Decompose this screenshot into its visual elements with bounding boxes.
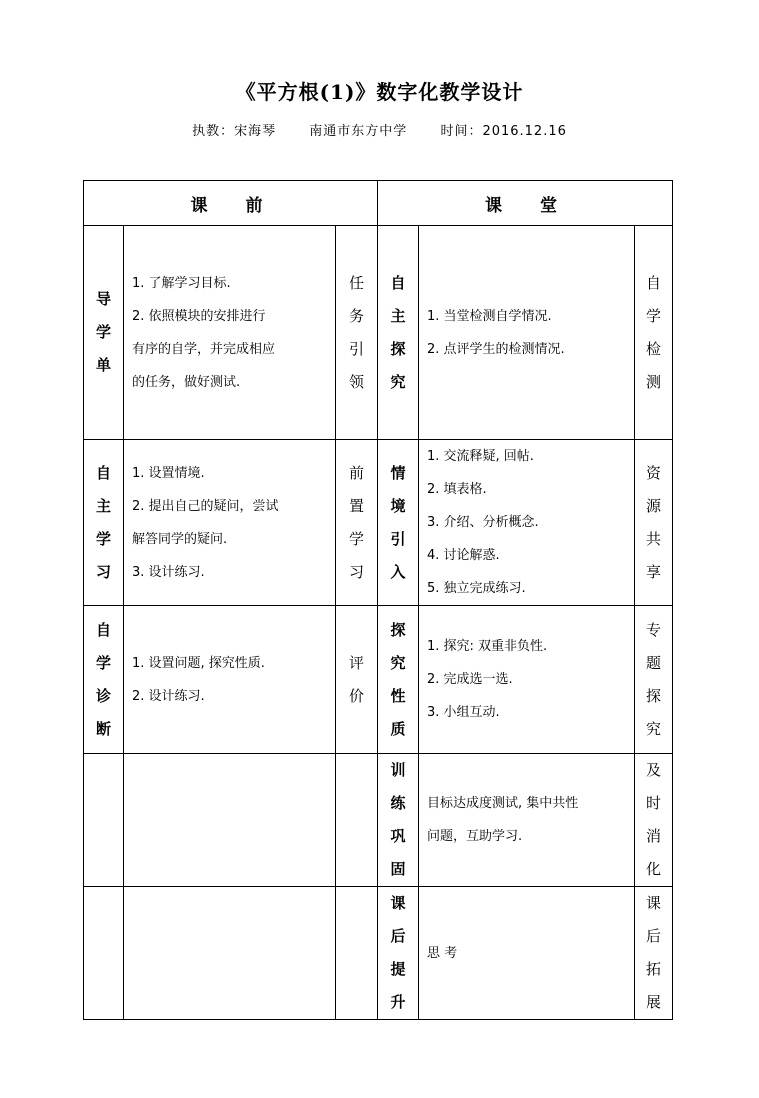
right-tag: [635, 754, 673, 887]
content-line: 1. 设置问题, 探究性质.: [132, 655, 265, 671]
vertical-char: 时: [645, 794, 661, 812]
right-content: [419, 440, 635, 606]
vertical-char: 专: [645, 620, 661, 639]
content-line: 3. 小组互动.: [427, 705, 500, 720]
vertical-char: 拓: [645, 960, 661, 978]
vertical-char: 领: [348, 372, 364, 391]
content-line: 思 考: [427, 945, 458, 961]
vertical-char: 入: [390, 562, 406, 581]
vertical-char: 固: [390, 860, 406, 878]
left-label: [84, 226, 124, 440]
content-line: 2. 依照模块的安排进行: [132, 308, 266, 324]
vertical-char: 自: [95, 620, 111, 639]
table-row: [84, 887, 673, 1020]
vertical-char: 单: [95, 356, 111, 374]
vertical-char: 究: [390, 372, 406, 391]
table-row: [84, 440, 673, 606]
left-tag: [336, 887, 378, 1020]
left-content: [124, 754, 336, 887]
vertical-char: 探: [390, 620, 406, 639]
left-content: [124, 887, 336, 1020]
vertical-char: 诊: [95, 686, 111, 705]
right-label: [378, 440, 419, 606]
left-label: [84, 440, 124, 606]
vertical-char: 习: [348, 562, 364, 581]
vertical-char: 及: [645, 761, 661, 779]
content-line: 1. 了解学习目标.: [132, 275, 231, 291]
vertical-char: 主: [95, 496, 111, 515]
vertical-char: 探: [645, 686, 661, 705]
left-content: [124, 440, 336, 606]
vertical-char: 源: [645, 496, 661, 515]
vertical-char: 断: [95, 719, 111, 738]
vertical-char: 共: [645, 529, 661, 548]
content-line: 2. 设计练习.: [132, 688, 205, 704]
vertical-char: 学: [95, 323, 111, 341]
header-in-class: 课堂: [378, 181, 673, 226]
content-line: 1. 交流释疑, 回帖.: [427, 449, 534, 464]
left-content: [124, 226, 336, 440]
vertical-char: 学: [95, 529, 111, 548]
vertical-char: 究: [390, 653, 406, 672]
vertical-char: 化: [645, 860, 661, 878]
content-line: 1. 设置情境.: [132, 465, 205, 481]
vertical-char: 情: [390, 463, 406, 482]
document-title: 《平方根(1)》数字化教学设计: [235, 80, 524, 104]
lesson-design-table: [83, 180, 673, 1020]
vertical-char: 资: [645, 463, 661, 482]
right-tag: [635, 440, 673, 606]
left-tag: [336, 440, 378, 606]
school-text: 南通市东方中学: [309, 124, 408, 139]
vertical-char: 务: [348, 306, 364, 325]
vertical-char: 课: [645, 894, 661, 912]
vertical-char: 主: [390, 306, 406, 325]
vertical-char: 题: [645, 653, 661, 672]
teacher-text: 执教：宋海琴: [192, 124, 277, 139]
vertical-char: 究: [645, 719, 661, 738]
right-content: [419, 226, 635, 440]
vertical-char: 学: [95, 653, 111, 672]
left-tag: [336, 226, 378, 440]
right-tag: [635, 226, 673, 440]
vertical-char: 练: [390, 794, 406, 812]
content-line: 有序的自学，并完成相应: [132, 341, 276, 357]
vertical-char: 性: [390, 686, 406, 705]
table-row: [84, 606, 673, 754]
content-line: 4. 讨论解惑.: [427, 548, 500, 563]
vertical-char: 学: [348, 529, 364, 548]
content-line: 2. 点评学生的检测情况.: [427, 341, 565, 357]
vertical-char: 训: [390, 761, 406, 779]
vertical-char: 置: [348, 496, 364, 515]
vertical-char: 后: [390, 927, 406, 945]
right-content: [419, 606, 635, 754]
right-label: [378, 887, 419, 1020]
content-line: 2. 完成选一选.: [427, 672, 513, 687]
content-line: 的任务，做好测试.: [132, 374, 241, 390]
content-line: 问题，互助学习.: [427, 829, 523, 844]
vertical-char: 境: [390, 496, 406, 515]
vertical-char: 前: [348, 463, 364, 482]
left-content: [124, 606, 336, 754]
right-content: [419, 887, 635, 1020]
content-line: 3. 介绍、分析概念.: [427, 515, 539, 530]
header-before-class: 课前: [84, 181, 378, 226]
document-subtitle: [0, 120, 759, 139]
left-label: [84, 887, 124, 1020]
table-row: [84, 754, 673, 887]
right-label: [378, 226, 419, 440]
vertical-char: 自: [645, 273, 661, 292]
vertical-char: 习: [95, 562, 111, 581]
vertical-char: 检: [645, 339, 661, 358]
vertical-char: 消: [645, 827, 661, 845]
vertical-char: 课: [390, 894, 406, 912]
vertical-char: 展: [645, 993, 661, 1011]
vertical-char: 巩: [390, 827, 406, 845]
right-tag: [635, 887, 673, 1020]
vertical-char: 自: [95, 463, 111, 482]
vertical-char: 享: [645, 562, 661, 581]
vertical-char: 测: [645, 372, 661, 391]
right-label: [378, 606, 419, 754]
right-tag: [635, 606, 673, 754]
left-label: [84, 754, 124, 887]
vertical-char: 价: [348, 686, 364, 705]
content-line: 1. 当堂检测自学情况.: [427, 308, 552, 324]
left-tag: [336, 754, 378, 887]
content-line: 3. 设计练习.: [132, 564, 205, 580]
left-tag: [336, 606, 378, 754]
content-line: 解答同学的疑问.: [132, 531, 228, 547]
vertical-char: 引: [390, 529, 406, 548]
vertical-char: 评: [348, 653, 364, 672]
vertical-char: 升: [390, 993, 406, 1011]
content-line: 5. 独立完成练习.: [427, 581, 526, 596]
table-header-row: [84, 181, 673, 226]
content-line: 目标达成度测试, 集中共性: [427, 796, 579, 811]
right-content: [419, 754, 635, 887]
table-row: [84, 226, 673, 440]
time-text: 时间：2016.12.16: [440, 124, 567, 139]
vertical-char: 导: [95, 290, 111, 308]
vertical-char: 学: [645, 306, 661, 325]
vertical-char: 探: [390, 339, 406, 358]
vertical-char: 引: [348, 339, 364, 358]
vertical-char: 任: [348, 273, 364, 292]
vertical-char: 质: [390, 719, 406, 738]
content-line: 2. 填表格.: [427, 482, 487, 497]
vertical-char: 后: [645, 927, 661, 945]
content-line: 2. 提出自己的疑问，尝试: [132, 498, 279, 514]
vertical-char: 自: [390, 273, 406, 292]
left-label: [84, 606, 124, 754]
content-line: 1. 探究: 双重非负性.: [427, 639, 548, 654]
vertical-char: 提: [390, 960, 406, 978]
right-label: [378, 754, 419, 887]
